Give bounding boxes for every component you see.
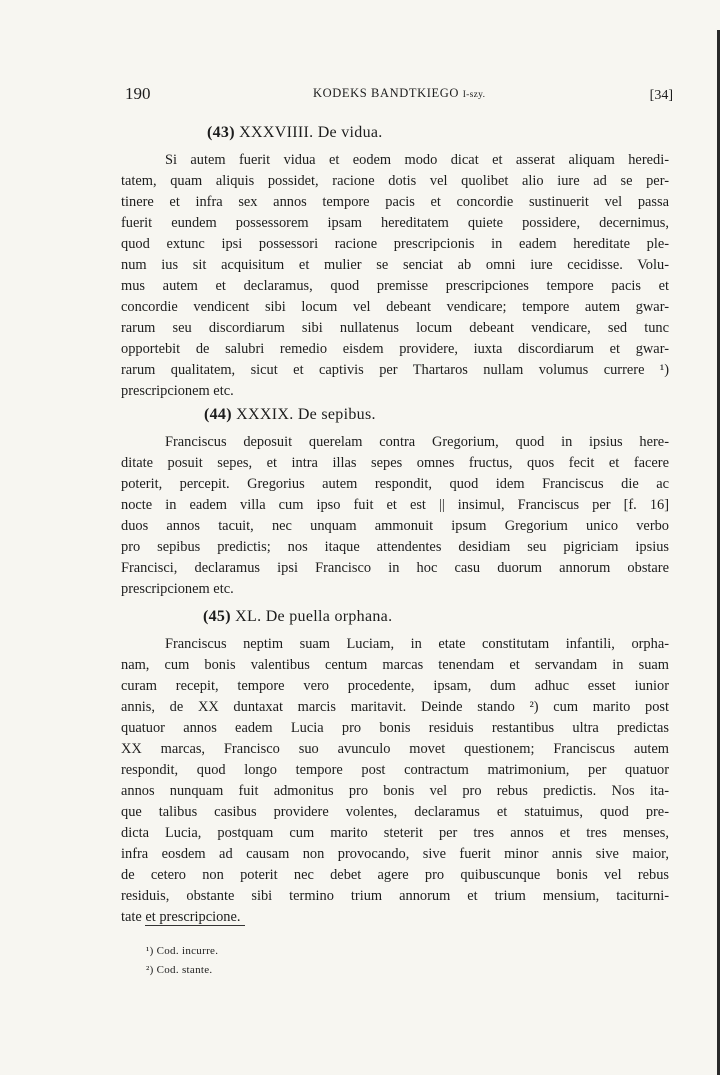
text-line: duos annos tacuit, nec unquam ammonuit ipsum Gregorium unico verbo (121, 518, 669, 534)
text-line: poterit, percepit. Gregorius autem respondit, quod idem Franciscus die ac (121, 476, 669, 492)
text-line: XX marcas, Francisco suo avunculo movet questionem; Franciscus autem (121, 741, 669, 757)
text-line: Si autem fuerit vidua et eodem modo dicat et asserat aliquam heredi- (165, 152, 669, 168)
text-line: quatuor annos eadem Lucia pro bonis residuis restantibus ultra predictas (121, 720, 669, 736)
text-line: rarum qualitatem, sicut et captivis per Thartaros nullam volumus currere ¹) (121, 362, 669, 378)
text-line: Franciscus deposuit querelam contra Gregorium, quod in ipsius here- (165, 434, 669, 450)
section-text-44 (121, 432, 669, 600)
text-line: mus autem et declaramus, quod premisse prescripciones tempore pacis et (121, 278, 669, 294)
folio-number: [34] (649, 88, 673, 103)
text-line: prescripcionem etc. (121, 581, 234, 597)
section-heading-44: (44) XXXIX. De sepibus. (204, 406, 376, 423)
footnote-rule (145, 925, 245, 926)
section-heading-43: (43) XXXVIIII. De vidua. (207, 124, 383, 141)
text-line: Franciscus neptim suam Luciam, in etate constitutam infantili, orpha- (165, 636, 669, 652)
text-line: respondit, quod longo tempore post contractum matrimonium, per quatuor (121, 762, 669, 778)
text-line: tatem, quam aliquis possidet, racione dotis vel quolibet alio iure ad se per- (121, 173, 669, 189)
footnotes (146, 942, 218, 980)
text-line: tate et prescripcione. (121, 909, 241, 925)
text-line: nam, cum bonis valentibus centum marcas tenendam et servandam in suam (121, 657, 669, 673)
text-line: de cetero non poterit nec debet agere pro quibuscunque bonis vel rebus (121, 867, 669, 883)
page-number: 190 (125, 84, 151, 103)
footnote-1: ¹) Cod. incurre. (146, 945, 219, 957)
running-title: KODEKS BANDTKIEGO I-szy. (313, 86, 486, 100)
text-line: tinere et infra sex annos tempore pacis et concordie sustinuerit vel passa (121, 194, 669, 210)
text-line: ditate posuit sepes, et intra illas sepes omnes fructus, quos fecit et facere (121, 455, 669, 471)
text-line: que talibus casibus providere volentes, declaramus et statuimus, quod pre- (121, 804, 669, 820)
text-line: infra eosdem ad causam non provocando, sive fuerit minor annis sive maior, (121, 846, 669, 862)
section-heading-45: (45) XL. De puella orphana. (203, 608, 393, 625)
running-header (125, 84, 673, 108)
text-line: dicta Lucia, postquam cum marito steterit per tres annos et tres menses, (121, 825, 669, 841)
text-line: concordie vendicent sibi locum vel debeant vendicare; tempore autem gwar- (121, 299, 669, 315)
footnote-2: ²) Cod. stante. (146, 964, 213, 976)
text-line: curam recepit, tempore vero procedente, ipsam, dum adhuc esset iunior (121, 678, 669, 694)
text-line: prescripcionem etc. (121, 383, 234, 399)
text-line: opportebit de salubri remedio eisdem providere, iuxta discordiarum et gwar- (121, 341, 669, 357)
text-line: fuerit eundem possessorem ipsam hereditatem quiete possidere, decernimus, (121, 215, 669, 231)
text-line: Francisci, declaramus ipsi Francisco in hoc casu duorum annorum obstare (121, 560, 669, 576)
text-line: pro sepibus predictis; nos itaque attendentes desidiam seu pigriciam ipsius (121, 539, 669, 555)
text-line: nocte in eadem villa cum ipso fuit et est || insimul, Franciscus per [f. 16] (121, 497, 669, 513)
text-line: residuis, obstante sibi termino trium annorum et trium mensium, taciturni- (121, 888, 669, 904)
text-line: annis, de XX duntaxat marcis maritavit. Deinde stando ²) cum marito post (121, 699, 669, 715)
text-line: quod extunc ipsi possessori racione prescripcionis in eadem hereditate ple- (121, 236, 669, 252)
text-line: num ius sit acquisitum et mulier se senciat ab omni iure cecidisse. Volu- (121, 257, 669, 273)
text-line: annos nunquam fuit admonitus pro bonis vel pro rebus predictis. Nos ita- (121, 783, 669, 799)
section-text-43 (121, 150, 669, 402)
section-text-45 (121, 634, 669, 928)
text-line: rarum seu discordiarum sibi nullatenus locum debeant vendicare, sed tunc (121, 320, 669, 336)
